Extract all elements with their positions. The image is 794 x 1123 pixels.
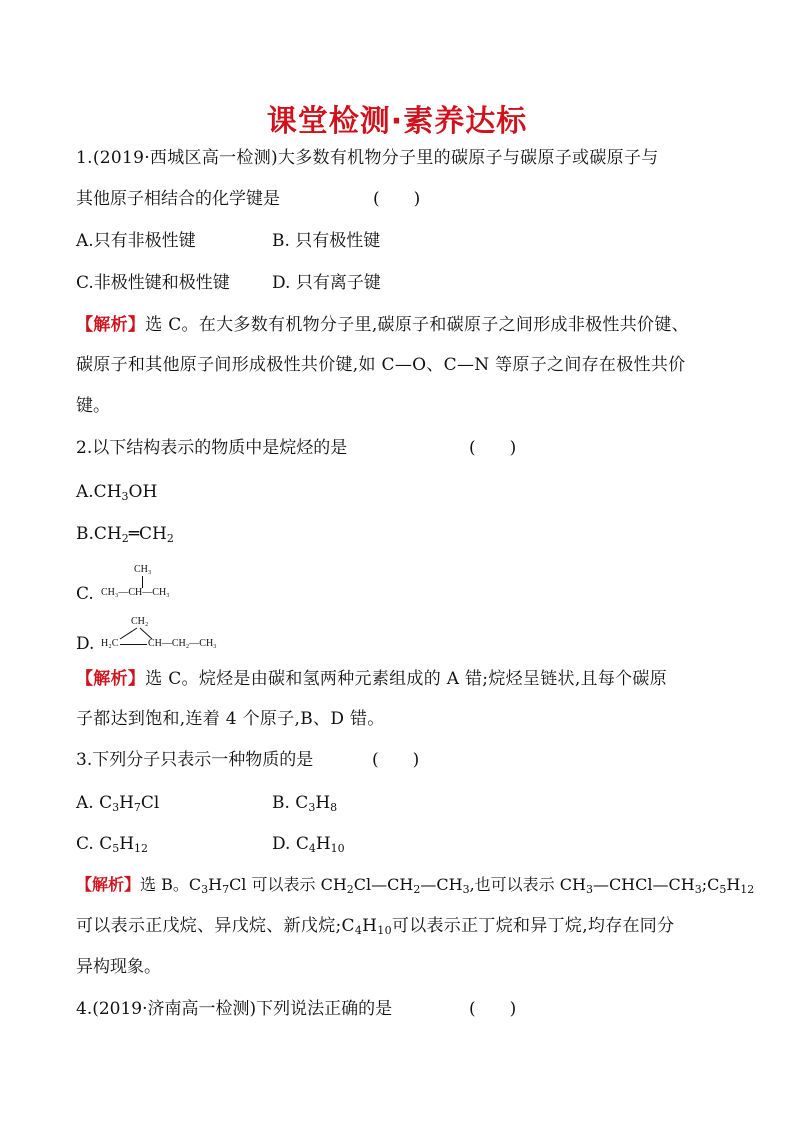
- q2-analysis-line1: 【解析】选 C。烷烃是由碳和氢两种元素组成的 A 错;烷烃呈链状,且每个碳原: [76, 669, 668, 689]
- q1-option-d: D. 只有离子键: [272, 273, 381, 293]
- page-title: 课堂检测·素养达标: [266, 104, 528, 139]
- q3-analysis-line3: 异构现象。: [76, 957, 161, 977]
- q2-option-a: $A.CH_3OH$: [76, 482, 158, 503]
- q1-analysis-label: 【解析】: [76, 315, 146, 335]
- q3-option-c: C. $C_5H_{12}$: [76, 834, 149, 855]
- q1-analysis-line3: 键。: [76, 396, 110, 416]
- q1-option-b: B. 只有极性键: [272, 231, 381, 251]
- q2-analysis-line2: 子都达到饱和,连着 4 个原子,B、D 错。: [76, 709, 385, 729]
- q3-option-b: B. $C_3H_8$: [272, 793, 338, 814]
- q3-option-d: D. $C_4H_{10}$: [272, 834, 345, 855]
- q2-option-d-label: D.: [76, 634, 95, 654]
- q3-option-a: A. $C_3H_7Cl$: [76, 793, 160, 814]
- q4-answer-paren: ( ): [469, 999, 517, 1019]
- q1-analysis-line2: 碳原子和其他原子间形成极性共价键,如 C—O、C—N 等原子之间存在极性共价: [76, 355, 686, 375]
- q3-analysis-line2: 可以表示正戊烷、异戊烷、新戊烷$;C_4H_{10}$可以表示正丁烷和异丁烷,均存在同分: [76, 916, 675, 937]
- q1-option-c: C.非极性键和极性键: [76, 273, 230, 293]
- q3-analysis-line1: 【解析】选 B。$C_3H_7Cl$ 可以表示 $CH_2Cl—CH_2—CH_3$,也可以表示 $CH_3—CHCl—CH_3;C_5H_{12}$: [76, 875, 755, 896]
- q2-option-d-base-bond: [120, 644, 147, 645]
- q1-answer-paren: ( ): [373, 189, 421, 209]
- q2-answer-paren: ( ): [469, 438, 517, 458]
- q2-option-d-left: H₂C: [101, 638, 119, 649]
- q1-stem-line1: 1.(2019·西城区高一检测)大多数有机物分子里的碳原子与碳原子或碳原子与: [76, 148, 659, 168]
- q2-option-c-label: C.: [76, 584, 94, 604]
- q4-stem: 4.(2019·济南高一检测)下列说法正确的是: [76, 999, 393, 1019]
- q2-option-d-chain: CH—CH₂—CH₃: [148, 638, 217, 649]
- q3-answer-paren: ( ): [372, 750, 420, 770]
- q2-stem: 2.以下结构表示的物质中是烷烃的是: [76, 438, 348, 458]
- q3-stem: 3.下列分子只表示一种物质的是: [76, 750, 314, 770]
- q3-analysis-label: 【解析】: [76, 875, 141, 894]
- q2-option-c-branch: CH₃: [134, 564, 152, 575]
- q2-option-d-apex: CH₂: [131, 616, 149, 627]
- q1-stem-line2: 其他原子相结合的化学键是: [76, 189, 280, 209]
- q2-option-c-chain: CH₃—CH—CH₃: [101, 587, 170, 598]
- q2-analysis-label: 【解析】: [76, 669, 146, 689]
- q2-option-b: $B.CH_2═CH_2$: [76, 524, 174, 545]
- q1-option-a: A.只有非极性键: [76, 231, 196, 251]
- q1-analysis-line1: 【解析】选 C。在大多数有机物分子里,碳原子和碳原子之间形成非极性共价键、: [76, 315, 689, 335]
